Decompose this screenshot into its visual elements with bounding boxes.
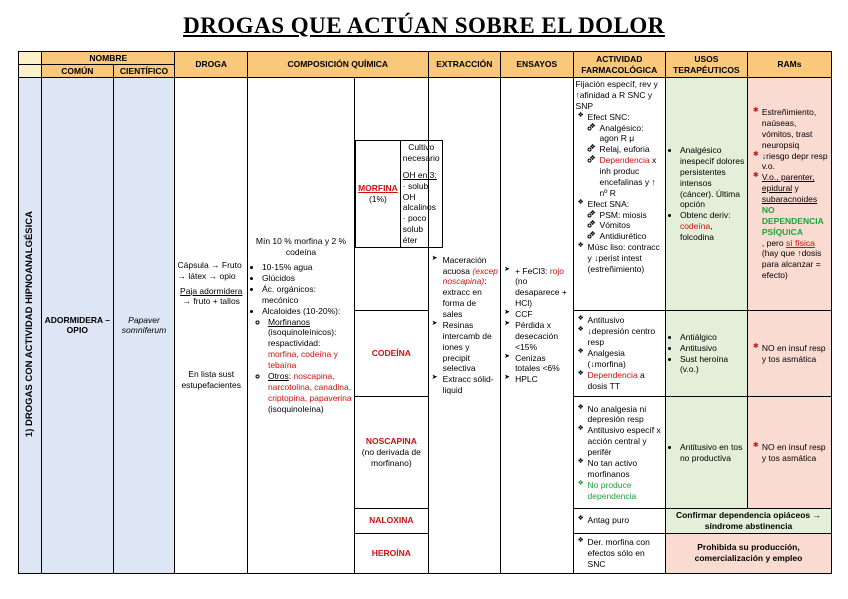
naloxina-cell: NALOXINA bbox=[355, 509, 429, 534]
group-label: 1) DROGAS CON ACTIVIDAD HIPNOANALGÉSICA bbox=[23, 210, 35, 437]
heroina-cell: HEROÍNA bbox=[355, 533, 429, 573]
rams-item3a: V.o., parenter, epidural bbox=[761, 172, 815, 194]
composicion-item: • 10-15% agua bbox=[262, 262, 352, 273]
noscapina-cell bbox=[355, 397, 429, 509]
morfina-oh-title: OH en 3: bbox=[402, 169, 437, 180]
droga-lista: En lista sust estupefacientes bbox=[181, 369, 241, 391]
rams-noscapina-cell bbox=[747, 397, 831, 509]
header-droga: DROGA bbox=[175, 52, 247, 78]
actividad-noscapina-nodep: ❖ No produce dependencia bbox=[588, 480, 663, 502]
actividad-dependencia-tail: x inh produc encefalinas y ↑ nº R bbox=[599, 155, 657, 198]
rams-sifisica: sí física bbox=[786, 237, 815, 248]
extraccion-cell bbox=[428, 78, 500, 574]
actividad-noscapina-item: ❖ No analgesia ni depresión resp bbox=[588, 404, 663, 426]
rams-tail: (hay que ↑dosis para alcanzar = efecto) bbox=[761, 248, 822, 281]
nombre-comun: ADORMIDERA – OPIO bbox=[42, 78, 113, 574]
header-extraccion: EXTRACCIÓN bbox=[428, 52, 500, 78]
extraccion-maceracion-tail: : extracc en forma de sales bbox=[442, 276, 487, 320]
actividad-sna-item: ❖ ◦ PSM: miosis bbox=[600, 210, 663, 221]
header-rams: RAMs bbox=[747, 52, 831, 78]
morfina-oh-item: · solub OH alcalinos bbox=[402, 180, 436, 213]
morfina-name: MORFINA bbox=[358, 183, 398, 194]
ensayos-item: ➤ CCF bbox=[515, 309, 570, 320]
actividad-codeina-dep: Dependencia bbox=[587, 369, 638, 380]
actividad-sna: Efect SNA: bbox=[587, 198, 630, 209]
droga-line1: Cápsula → Fruto → látex → opio bbox=[177, 259, 242, 281]
morfina-cell bbox=[355, 78, 440, 311]
heroina-note: Prohibida su producción, comercialización y empleo bbox=[665, 533, 831, 573]
ensayos-rojo: rojo bbox=[549, 265, 564, 276]
header-ensayos: ENSAYOS bbox=[501, 52, 573, 78]
rams-no-dep: NO DEPENDENCIA PSÍQUICA bbox=[761, 204, 824, 237]
actividad-morfina-cell bbox=[573, 78, 665, 311]
noscapina-note: (no derivada de morfinano) bbox=[361, 447, 421, 468]
actividad-naloxina-item: ❖ Antag puro bbox=[588, 515, 663, 526]
actividad-snc: Efect SNC: bbox=[587, 111, 630, 122]
header-comun: COMÚN bbox=[42, 65, 113, 78]
rams-morfina-item: ✱ ↓riesgo depr resp v.o. bbox=[762, 151, 829, 173]
droga-paja: Paja adormidera bbox=[180, 285, 243, 296]
rams-morfina-item: ✱ Estreñimiento, naúseas, vómitos, trast neuropsiq bbox=[762, 107, 829, 151]
extraccion-extracc: ➤ Extracc sólid-liquid bbox=[443, 374, 498, 396]
ensayos-fecl: + FeCl3: bbox=[515, 265, 548, 276]
header-usos: USOS TERAPÉUTICOS bbox=[665, 52, 747, 78]
composicion-item: • Ác. orgánicos: mecónico bbox=[262, 284, 352, 306]
usos-codeina-item: • Sust heroína (v.o.) bbox=[680, 354, 745, 376]
composicion-item: • Glúcidos bbox=[262, 273, 352, 284]
extraccion-maceracion: Maceración acuosa bbox=[442, 254, 487, 276]
ensayos-item: ➤ Cenizas totales <6% bbox=[515, 353, 570, 375]
usos-noscapina-item: • Antitusivo en tos no productiva bbox=[680, 442, 745, 464]
composicion-cell: Mín 10 % morfina y 2 % codeína • 10-15% agua • Glúcidos • Ác. orgánicos: mecónico • Alcaloides (10-20%): ◦ Morfinanos (isoquinoleínicos): respactividad: morfina, codeína y tebaína ◦ Otros: noscapina, narcotolina, canadina, criptopina, papaverina (isoquinoleína) bbox=[247, 78, 354, 574]
ensayos-fecl-tail: (no desaparece + HCl) bbox=[515, 276, 567, 309]
rams-codeina-cell bbox=[747, 311, 831, 397]
otros-red: noscapina, narcotolina, canadina, criptopina, papaverina bbox=[267, 370, 352, 403]
ensayos-item: ➤ HPLC bbox=[515, 374, 570, 385]
header-nombre: NOMBRE bbox=[42, 52, 175, 65]
usos-folco: , folcodina bbox=[679, 221, 714, 243]
usos-codeina-cell bbox=[665, 311, 747, 397]
actividad-noscapina-item: ❖ Antitusivo específ x acción central y perifér bbox=[588, 425, 663, 458]
group-label-cell bbox=[19, 78, 42, 574]
noscapina-name: NOSCAPINA bbox=[365, 436, 417, 447]
droga-line2: → fruto + tallos bbox=[182, 296, 240, 307]
header-composicion: COMPOSICIÓN QUÍMICA bbox=[247, 52, 428, 78]
actividad-codeina-item: ❖ Analgesia (↓morfina) bbox=[588, 348, 663, 370]
header-blank-2 bbox=[19, 65, 42, 78]
morfinanos-label: Morfinanos bbox=[267, 316, 311, 327]
rams-item3c: subaracnoides bbox=[761, 194, 818, 204]
actividad-dependencia: Dependencia bbox=[599, 155, 650, 166]
drug-table bbox=[18, 51, 832, 574]
actividad-heroina-cell bbox=[573, 533, 665, 573]
header-blank bbox=[19, 52, 42, 65]
rams-codeina-item: ✱ NO en insuf resp y tos asmática bbox=[762, 343, 829, 365]
usos-morfina-cell bbox=[665, 78, 747, 311]
usos-morfina-item: • Analgésico inespecíf dolores persistentes intensos (cáncer). Última opción bbox=[680, 145, 745, 210]
page-title: DROGAS QUE ACTÚAN SOBRE EL DOLOR bbox=[183, 13, 665, 38]
actividad-heroina-item: ❖ Der. morfina con efectos sólo en SNC bbox=[588, 537, 663, 570]
usos-noscapina-cell bbox=[665, 397, 747, 509]
actividad-codeina-item: ❖ ↓depresión centro resp bbox=[588, 326, 663, 348]
usos-obtenc: Obtenc deriv: bbox=[679, 210, 731, 221]
usos-codeina: codeína bbox=[679, 221, 711, 232]
morfina-cultivo: Cultivo necesario bbox=[402, 142, 440, 163]
extraccion-excep: (excep noscapina) bbox=[442, 265, 498, 287]
rams-noscapina-item: ✱ NO en insuf resp y tos asmática bbox=[762, 442, 829, 464]
droga-cell bbox=[175, 78, 247, 574]
rams-pero: , pero bbox=[761, 237, 784, 248]
ensayos-item: ➤ Pérdida x desecación <15% bbox=[515, 320, 570, 353]
header-cientifico: CIENTÍFICO bbox=[113, 65, 175, 78]
morfina-oh-item: · poco solub éter bbox=[402, 213, 427, 246]
rams-item3b: y bbox=[794, 183, 799, 194]
ensayos-cell bbox=[501, 78, 573, 574]
usos-codeina-item: • Antiálgico bbox=[680, 332, 745, 343]
actividad-codeina-cell bbox=[573, 311, 665, 397]
composicion-intro: Mín 10 % morfina y 2 % codeína bbox=[255, 236, 347, 258]
actividad-snc-item: ❖ ◦ Analgésico: agon R μ bbox=[600, 123, 663, 145]
actividad-sna-item: ❖ ◦ Vómitos bbox=[600, 220, 663, 231]
header-actividad: ACTIVIDAD FARMACOLÓGICA bbox=[573, 52, 665, 78]
usos-codeina-item: • Antitusivo bbox=[680, 343, 745, 354]
morfina-pct: (1%) bbox=[368, 194, 387, 204]
actividad-codeina-dep-tail: a dosis TT bbox=[587, 369, 645, 391]
actividad-sna-item: ❖ ◦ Antidiurético bbox=[600, 231, 663, 242]
composicion-item: • Alcaloides (10-20%): bbox=[262, 306, 352, 317]
otros-tail: (isoquinoleína) bbox=[267, 403, 324, 414]
naloxina-note: Confirmar dependencia opiáceos → síndrome abstinencia bbox=[665, 509, 831, 534]
nombre-cientifico: Papaver somniferum bbox=[113, 78, 175, 574]
actividad-musc: ❖ Músc liso: contracc y ↓perist intest (estreñimiento) bbox=[588, 242, 663, 275]
actividad-naloxina-cell bbox=[573, 509, 665, 534]
actividad-noscapina-item: ❖ No tan activo morfinanos bbox=[588, 458, 663, 480]
actividad-codeina-item: ❖ Antitusivo bbox=[588, 315, 663, 326]
morfinanos-text: (isoquinoleínicos): respactividad: bbox=[267, 327, 337, 349]
otros-label: Otros bbox=[267, 370, 289, 381]
rams-morfina-cell bbox=[747, 78, 831, 311]
codeina-cell: CODEÍNA bbox=[355, 311, 429, 397]
morfinanos-red: morfina, codeína y tebaína bbox=[267, 349, 338, 370]
actividad-snc-item: ❖ ◦ Relaj, euforia bbox=[600, 144, 663, 155]
actividad-morfina-intro: Fijación específ, rev y ↑afinidad a R SNC y SNP bbox=[575, 79, 658, 111]
extraccion-resinas: ➤ Resinas intercamb de iones y precipit selectiva bbox=[443, 320, 498, 374]
actividad-noscapina-cell bbox=[573, 397, 665, 509]
